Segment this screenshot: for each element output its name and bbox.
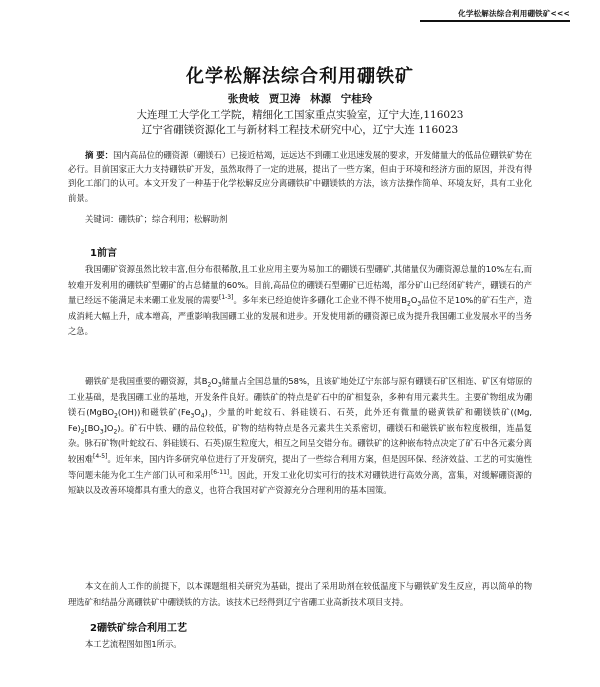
intro-paragraph-1: 我国硼矿资源虽然比较丰富,但分布很稀散,且工业应用主要为易加工的硼镁石型硼矿,其储量仅为硼资源总量的10%左右,而较难开发利用的硼铁矿型硼矿的占总储量的60%。目前,高品位的硼镁石型硼矿已近枯竭，部分矿山已经闭矿转产，硼镁石的产量已经远不能满足未来硼工业发展的需要[1-3]。多年来已经迫使许多硼化工企业不得不使用$B_2O_3$品位不足10%的矿石生产，造成消耗大幅上升，成本增高，严重影响我国硼工业的发展和进步。开发使用新的硼资源已成为提升我国硼工业发展水平的当务之急。 — [68, 264, 532, 337]
abstract-label: 摘 要： — [85, 150, 114, 160]
section-heading-introduction: 1前言 — [90, 248, 117, 259]
header-rule — [420, 20, 570, 22]
abstract — [68, 148, 532, 205]
author-list: 张贵岐 贾卫涛 林源 宁桂玲 — [227, 93, 373, 105]
section-heading-process: 2硼铁矿综合利用工艺 — [90, 623, 187, 634]
process-paragraph-1: 本工艺流程图如图1所示。 — [85, 639, 182, 649]
citation-6-11: [6-11] — [210, 468, 230, 476]
keywords-text: 硼铁矿；综合利用；松解助剂 — [118, 214, 228, 224]
abstract-text: 国内高品位的硼资源（硼镁石）已接近枯竭，远远达不到硼工业迅速发展的要求，开发储量大的低品位硼铁矿势在必行。目前国家正大力支持硼铁矿开发，虽然取得了一定的进展，提出了一些方案，但由于环境和经济方面的原因，并没有得到化工部门的认可。本文开发了一种基于化学松解反应分离硼铁矿中硼镁铁的方法，该方法操作简单、环境友好，具有工业化前景。 — [68, 150, 532, 203]
citation-4-5: [4-5] — [92, 453, 108, 461]
affiliation-2: 辽宁省硼镁资源化工与新材料工程技术研究中心，辽宁大连 116023 — [141, 124, 459, 136]
keywords — [68, 212, 532, 226]
intro-paragraph-2: 硼铁矿是我国重要的硼资源，其$B_2O_3$储量占全国总量的58%，且该矿地处辽宁东部与原有硼镁石矿区相连、矿区有熔原的工业基础，是我国硼工业的基地，开发条件良好。硼铁矿的特点是矿石中的矿相复杂，多种有用元素共生。主要矿物组成为硼镁石(MgBO$_2$(OH))和磁铁矿$(Fe_3O_4)$，少量的叶蛇纹石、斜硅镁石、石英，此外还有微量的磁黄铁矿和硼镁铁矿((Mg, $Fe)_2[BO_3]O_2$)。矿石中铁、硼的品位较低，矿物的结构特点是各元素共生关系密切，硼镁石和磁铁矿嵌布粒度极细，连晶复杂。脉石矿物(叶蛇纹石、斜硅镁石、石英)原生粒度大，相互之间呈交错分布。硼铁矿的这种嵌布特点决定了矿石中各元素分离较困难[4-5]。近年来，国内许多研究单位进行了开发研究，提出了一些综合利用方案，但是因环保、经济效益、工艺的可实施性等问题未能为化工生产部门认可和采用[6-11]。因此，开发工业化切实可行的技术对硼铁进行高效分离，富集，对缓解硼资源的短缺以及改善环境都具有重大的意义，也符合我国对矿产资源充分合理利用的基本国策。 — [68, 376, 533, 496]
affiliation-1: 大连理工大学化工学院，精细化工国家重点实验室，辽宁大连,116023 — [136, 109, 464, 121]
intro-paragraph-3: 本文在前人工作的前提下，以本课题组相关研究为基础，提出了采用助剂在较低温度下与硼铁矿发生反应，再以简单的物理选矿和结晶分离硼铁矿中硼镁铁的方法。该技术已经得到辽宁省硼工业高新技术项目支持。 — [68, 581, 532, 607]
running-head: 化学松解法综合利用硼铁矿<<< — [458, 9, 570, 18]
paper-title: 化学松解法综合利用硼铁矿 — [186, 66, 414, 87]
keywords-label: 关键词： — [85, 214, 119, 224]
citation-1-3: [1-3] — [218, 294, 234, 302]
